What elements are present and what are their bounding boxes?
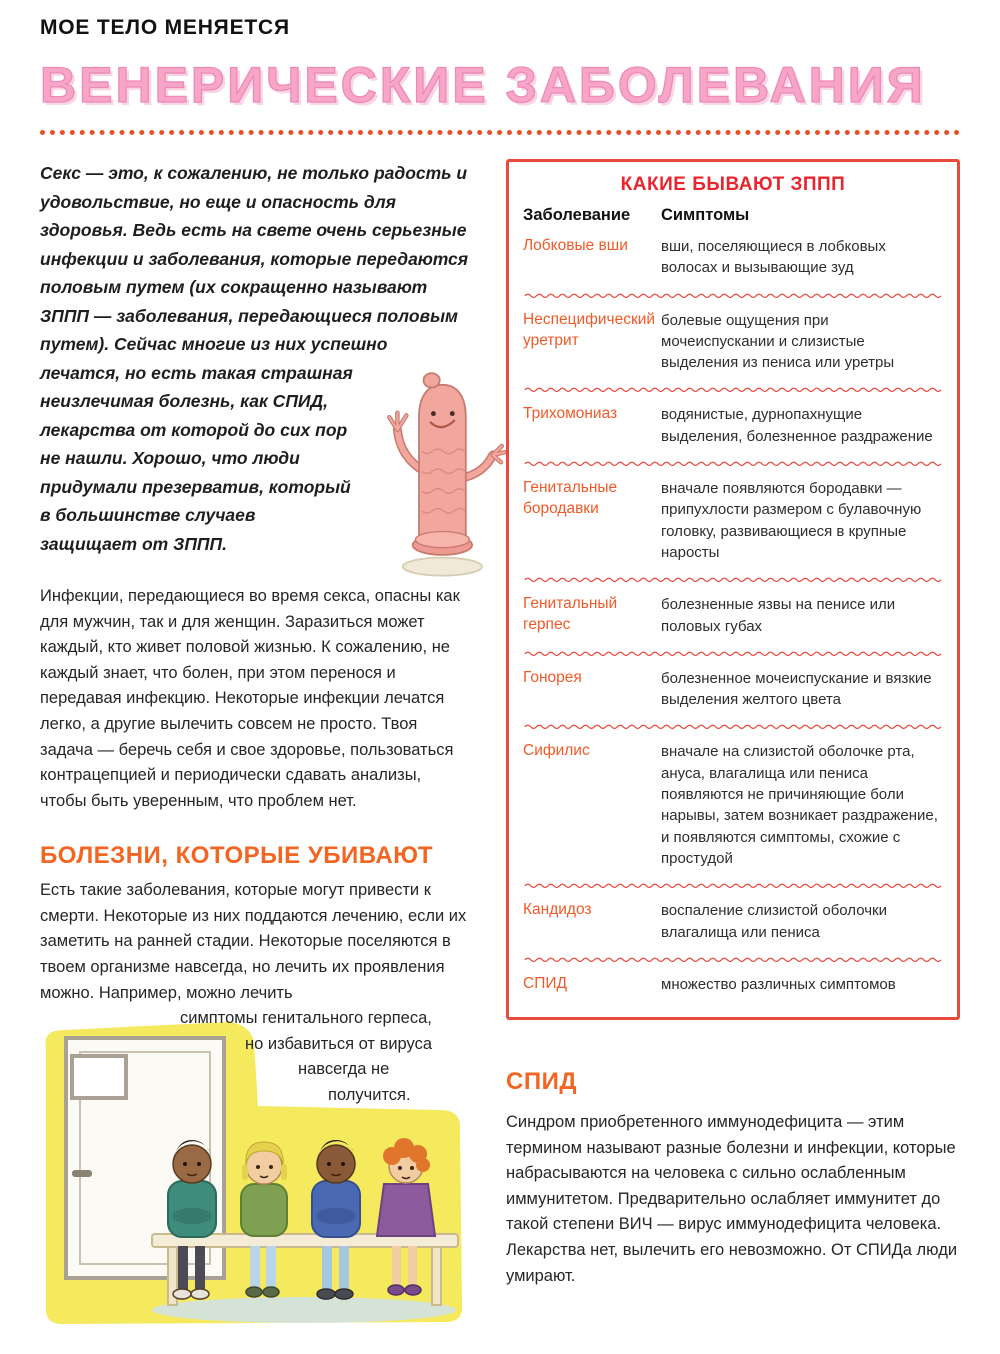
disease-name: Неспецифический уретрит xyxy=(523,310,656,349)
disease-symptoms: водянистые, дурнопахнущие выделения, болезненное раздражение xyxy=(661,406,933,445)
content-columns xyxy=(40,159,960,1330)
table-row xyxy=(523,963,943,1007)
disease-name: Генитальный герпес xyxy=(523,595,618,634)
table-row xyxy=(523,889,943,955)
wrapped-line: но избавиться от вируса xyxy=(245,1034,433,1053)
disease-name: Генитальные бородавки xyxy=(523,479,618,517)
wrapped-line: навсегда не xyxy=(298,1060,390,1079)
disease-name: Сифилис xyxy=(523,742,590,760)
wavy-divider xyxy=(523,575,943,583)
column-header-symptoms: Симптомы xyxy=(661,206,750,224)
wavy-divider xyxy=(523,385,943,393)
wavy-divider xyxy=(523,722,943,730)
intro-paragraph xyxy=(40,159,472,558)
table-row xyxy=(523,657,943,723)
wrapped-line: симптомы генитального герпеса, xyxy=(180,1009,432,1028)
dotted-divider xyxy=(40,130,960,135)
wavy-divider xyxy=(523,955,943,963)
disease-name: Трихомониаз xyxy=(523,405,618,423)
disease-name: СПИД xyxy=(523,974,567,992)
wavy-divider xyxy=(523,649,943,657)
wavy-divider xyxy=(523,459,943,467)
wrapped-line: получится. xyxy=(328,1085,411,1104)
killers-paragraph: Есть такие заболевания, которые могут привести к смерти. Некоторые из них поддаются лечению, если их заметить на ранней стадии. Некоторые поселяются в твоем организме навсегда, но лечить их проявления можно. Например, можно лечить xyxy=(40,881,467,1002)
disease-symptoms: вначале появляются бородавки — припухлости размером с булавочную головку, развивающиеся в крупные наросты xyxy=(661,480,922,561)
std-table xyxy=(506,159,960,1020)
kicker: МОЕ ТЕЛО МЕНЯЕТСЯ xyxy=(40,16,290,39)
disease-symptoms: болезненные язвы на пенисе или половых губах xyxy=(661,596,896,635)
column-header-disease: Заболевание xyxy=(523,206,631,224)
disease-name: Гонорея xyxy=(523,668,582,686)
table-row xyxy=(523,467,943,575)
disease-name: Лобковые вши xyxy=(523,237,628,254)
aids-heading: СПИД xyxy=(506,1068,577,1096)
disease-symptoms: болевые ощущения при мочеиспускании и слизистые выделения из пениса или уретры xyxy=(661,311,895,372)
table-row xyxy=(523,299,943,386)
right-column xyxy=(506,159,960,1330)
page-title: ВЕНЕРИЧЕСКИЕ ЗАБОЛЕВАНИЯ xyxy=(40,57,926,113)
wavy-divider xyxy=(523,291,943,299)
disease-name: Кандидоз xyxy=(523,901,592,919)
disease-symptoms: вначале на слизистой оболочке рта, ануса, влагалища или пениса появляются не причиняющие боли нарывы, затем возникает раздражение, и появляются симптомы, схожие с простудой xyxy=(661,743,938,867)
killers-heading: БОЛЕЗНИ, КОТОРЫЕ УБИВАЮТ xyxy=(40,842,434,870)
disease-symptoms: вши, поселяющиеся в лобковых волосах и вызывающие зуд xyxy=(661,238,886,277)
infections-paragraph: Инфекции, передающиеся во время секса, опасны как для мужчин, так и для женщин. Заразиться может каждый, кто живет половой жизнью. К сожалению, не каждый знает, что болен, при этом перенося и передавая инфекцию. Некоторые инфекции лечатся легко, а другие вылечить совсем не просто. Твоя задача — беречь себя и свое здоровье, пользоваться контрацепцией и периодически сдавать анализы, чтобы быть уверенным, что проблем нет. xyxy=(40,587,460,810)
aids-paragraph: Синдром приобретенного иммунодефицита — этим термином называют разные болезни и инфекции, которые набрасываются на человека с сильно ослабленным иммунитетом. Предварительно ослабляет иммунитет до такой степени ВИЧ — вирус иммунодефицита человека. Лекарства нет, вылечить его невозможно. От СПИДа люди умирают. xyxy=(506,1113,958,1285)
disease-symptoms: болезненное мочеиспускание и вязкие выделения желтого цвета xyxy=(661,669,932,709)
table-row xyxy=(523,393,943,459)
disease-symptoms: воспаление слизистой оболочки влагалища или пениса xyxy=(661,902,887,941)
std-table-header xyxy=(523,206,943,225)
wavy-divider xyxy=(523,881,943,889)
condom-character-illustration xyxy=(365,365,518,581)
table-row xyxy=(523,583,943,649)
disease-symptoms: множество различных симптомов xyxy=(661,975,896,993)
table-row xyxy=(523,225,943,291)
intro-text-part1: Секс — это, к сожалению, не только радость и удовольствие, но еще и опасность для здоровья. Ведь есть на свете очень серьезные инфекции и заболевания, которые передаются половым путем (их сокращенно называют ЗППП — заболевания, передающиеся половым путем). Сейчас многие из них успешно лечатся, но xyxy=(40,163,469,383)
std-table-title: КАКИЕ БЫВАЮТ ЗППП xyxy=(620,174,846,195)
killers-paragraph-wrapped xyxy=(40,1006,472,1108)
left-column xyxy=(40,159,472,1330)
intro-text-part2: есть такая страшная неизлечимая болезнь, как СПИД, лекарства от которой до сих пор не нашли. Хорошо, что люди придумали презерватив, который в большинстве случаев защищает от ЗППП. xyxy=(40,362,353,554)
table-row xyxy=(523,730,943,881)
